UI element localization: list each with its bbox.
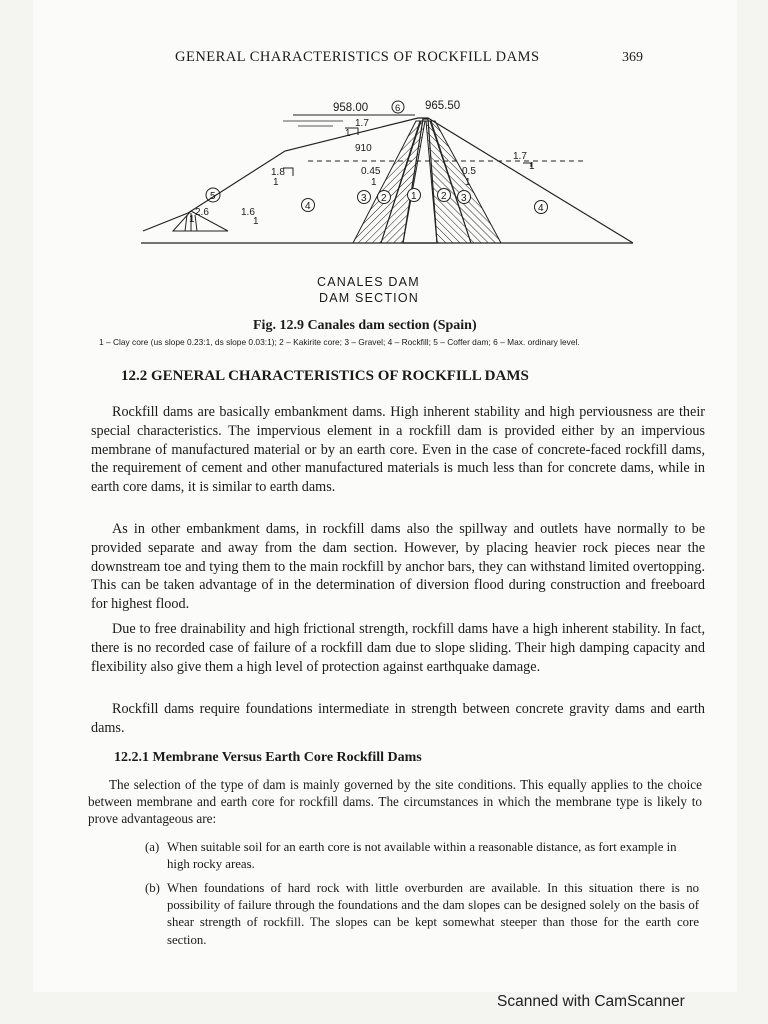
zone-4-downstream: 4 bbox=[538, 203, 544, 214]
label-1-7-ds: 1.7 bbox=[513, 151, 527, 162]
running-header bbox=[33, 47, 737, 71]
scanned-page bbox=[33, 0, 737, 992]
label-1-7-ds-one: 1 bbox=[529, 161, 535, 172]
label-1-6: 1.6 bbox=[241, 207, 255, 218]
label-910: 910 bbox=[355, 143, 372, 154]
label-0-5: 0.5 bbox=[462, 166, 476, 177]
paragraph-5: The selection of the type of dam is mainly governed by the site conditions. This equally applies to the choice between membrane and earth core for rockfill dams. The circumstances in which the membrane type is likely to prove advantageous are: bbox=[88, 777, 702, 827]
paragraph-2: As in other embankment dams, in rockfill dams also the spillway and outlets have normally to be provided separate and away from the dam section. However, by placing heavier rock pieces near the downstream toe and tying them to the main rockfill by anchor bars, they can withstand limited overtopping. This can be taken advantage of in the determination of diversion flood during construction and freeboard for highest flood. bbox=[91, 521, 705, 613]
label-1-6-one: 1 bbox=[253, 216, 259, 227]
label-marker-5: 5 bbox=[210, 191, 216, 202]
zone-2-downstream: 2 bbox=[441, 191, 447, 202]
list-item-b bbox=[145, 880, 699, 949]
label-marker-6: 6 bbox=[395, 103, 401, 114]
label-1-8: 1.8 bbox=[271, 167, 285, 178]
zone-3-downstream: 3 bbox=[461, 193, 467, 204]
list-item-b-label: (b) bbox=[145, 881, 160, 895]
subsection-heading: 12.2.1 Membrane Versus Earth Core Rockfill Dams bbox=[114, 750, 422, 765]
list-item-a-label: (a) bbox=[145, 840, 160, 854]
label-0-45-one: 1 bbox=[371, 177, 377, 188]
label-2-6: 2.6 bbox=[195, 207, 209, 218]
paragraph-1: Rockfill dams are basically embankment dams. High inherent stability and high perviousness are their special characteristics. The impervious element in a rockfill dam is provided either by an impervious membrane of manufactured material or by an earth core. Even in the case of concrete-faced rockfill dams, the requirement of cement and other manufactured materials is much less than for concrete dams, while in earth core dams, it is similar to earth dams. bbox=[91, 404, 705, 496]
dam-section-diagram bbox=[133, 93, 653, 253]
label-0-45: 0.45 bbox=[361, 166, 381, 177]
label-1-7-us: 1.7 bbox=[355, 118, 369, 129]
label-2-6-one: 1 bbox=[189, 214, 195, 225]
list-item-b-text: When foundations of hard rock with little overburden are available. In this situation there is no possibility of failure through the foundations and the dam slopes can be designed solely on the basis of shear strength of rockfill. The slopes can be kept somewhat steeper than those for the earth core section. bbox=[167, 881, 699, 947]
list-item-a bbox=[145, 839, 699, 873]
page-number: 369 bbox=[622, 50, 643, 65]
label-1-7-us-one: 1 bbox=[345, 128, 351, 139]
label-958: 958.00 bbox=[333, 102, 369, 114]
section-heading: 12.2 GENERAL CHARACTERISTICS OF ROCKFILL DAMS bbox=[121, 368, 529, 384]
figure-caption: Fig. 12.9 Canales dam section (Spain) bbox=[253, 318, 477, 333]
zone-3-upstream: 3 bbox=[361, 193, 367, 204]
diagram-subtitle: DAM SECTION bbox=[319, 291, 420, 305]
label-965: 965.50 bbox=[425, 100, 461, 112]
camscanner-watermark: Scanned with CamScanner bbox=[497, 993, 685, 1010]
header-title: GENERAL CHARACTERISTICS OF ROCKFILL DAMS bbox=[175, 49, 540, 65]
label-1-8-one: 1 bbox=[273, 177, 279, 188]
zone-1-core: 1 bbox=[411, 191, 417, 202]
list-item-a-text: When suitable soil for an earth core is not available within a reasonable distance, as fort example in high rocky areas. bbox=[167, 840, 677, 872]
paragraph-4: Rockfill dams require foundations intermediate in strength between concrete gravity dams and earth dams. bbox=[91, 701, 705, 736]
label-0-5-one: 1 bbox=[465, 177, 471, 188]
zone-4-upstream: 4 bbox=[305, 201, 311, 212]
figure-legend: 1 – Clay core (us slope 0.23:1, ds slope 0.03:1); 2 – Kakirite core; 3 – Gravel; 4 – Rockfill; 5 – Coffer dam; 6 – Max. ordinary level. bbox=[99, 337, 580, 347]
zone-2-upstream: 2 bbox=[381, 193, 387, 204]
paragraph-3: Due to free drainability and high frictional strength, rockfill dams have a high inherent stability. In fact, there is no recorded case of failure of a rockfill dam due to slope sliding. Their high damping capacity and flexibility also give them a high level of protection against earthquake damage. bbox=[91, 621, 705, 675]
diagram-title: CANALES DAM bbox=[317, 275, 420, 289]
